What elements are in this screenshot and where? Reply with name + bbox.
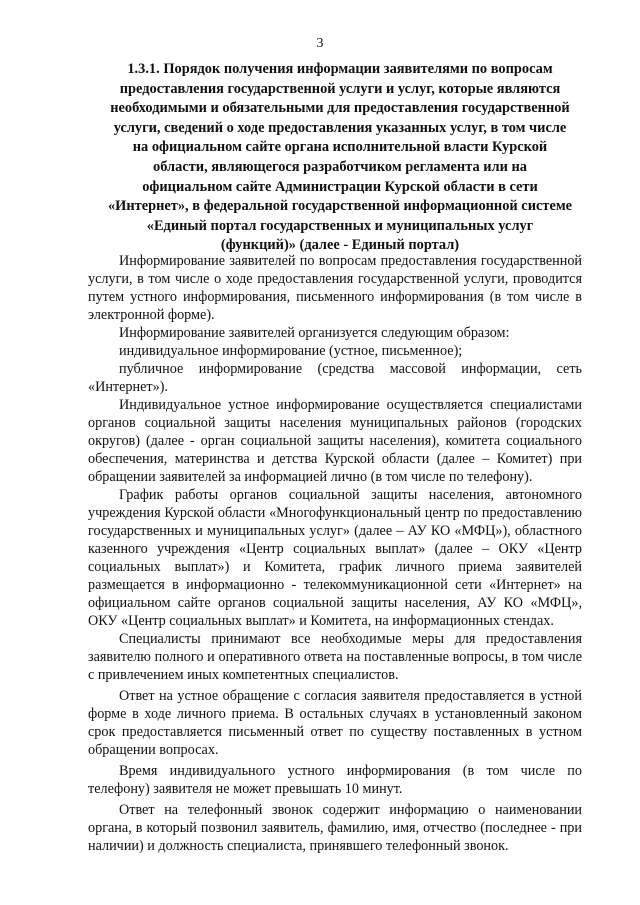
- section-heading: [96, 60, 584, 256]
- paragraph: Информирование заявителей организуется следующим образом:: [119, 325, 510, 341]
- paragraph: Ответ на телефонный звонок содержит информацию о наименовании органа, в который позвонил заявитель, фамилию, имя, отчество (последнее - при наличии) и должность специалиста, принявшего телефонный звонок.: [88, 802, 582, 854]
- heading-line: услуги, сведений о ходе предоставления указанных услуг, в том числе: [113, 119, 567, 136]
- heading-line: на официальном сайте органа исполнительной власти Курской: [132, 139, 548, 156]
- heading-line: официальном сайте Администрации Курской области в сети: [142, 178, 538, 195]
- heading-line: 1.3.1. Порядок получения информации заявителями по вопросам: [127, 61, 553, 77]
- heading-line: «Интернет», в федеральной государственной информационной системе: [107, 198, 573, 215]
- paragraph: индивидуальное информирование (устное, письменное);: [119, 343, 463, 359]
- body-text: [88, 252, 582, 855]
- heading-line: предоставления государственной услуги и услуг, которые являются: [119, 80, 561, 97]
- paragraph: Индивидуальное устное информирование осуществляется специалистами органов социальной защиты населения муниципальных районов (городских округов) (далее - орган социальной защиты населения), комитета социального обеспечения, материнства и детства Курской области (далее – Комитет) при обращении заявителей за информацией лично (в том числе по телефону).: [88, 397, 582, 485]
- paragraph: Время индивидуального устного информирования (в том числе по телефону) заявителя не может превышать 10 минут.: [88, 763, 582, 797]
- paragraph: Специалисты принимают все необходимые меры для предоставления заявителю полного и оперативного ответа на поставленные вопросы, в том числе с привлечением иных компетентных специалистов.: [88, 631, 582, 683]
- heading-line: области, являющегося разработчиком регламента или на: [153, 158, 527, 175]
- paragraph: График работы органов социальной защиты населения, автономного учреждения Курской области «Многофункциональный центр по предоставлению государственных и муниципальных услуг» (далее – АУ КО «МФЦ»), областного казенного учреждения «Центр социальных выплат» (далее – ОКУ «Центр социальных выплат») и Комитета, график личного приема заявителей размещается в информационно - телекоммуникационной сети «Интернет» на официальном сайте органов социальной защиты населения, АУ КО «МФЦ», ОКУ «Центр социальных выплат» и Комитета, на информационных стендах.: [88, 487, 582, 629]
- heading-line: необходимыми и обязательными для предоставления государственной: [110, 100, 570, 117]
- paragraph: Информирование заявителей по вопросам предоставления государственной услуги, в том числе о ходе предоставления государственной услуги, проводится путем устного информирования, письменного информирования (в том числе в электронной форме).: [88, 253, 582, 323]
- paragraph: Ответ на устное обращение с согласия заявителя предоставляется в устной форме в ходе личного приема. В остальных случаях в установленный законом срок предоставляется письменный ответ по существу поставленных в устном обращении вопросах.: [88, 688, 582, 758]
- heading-line: «Единый портал государственных и муниципальных услуг: [146, 217, 534, 234]
- heading-line: (функций)» (далее - Единый портал): [220, 237, 460, 254]
- paragraph: публичное информирование (средства массовой информации, сеть «Интернет»).: [88, 361, 582, 395]
- page-number: 3: [316, 36, 324, 51]
